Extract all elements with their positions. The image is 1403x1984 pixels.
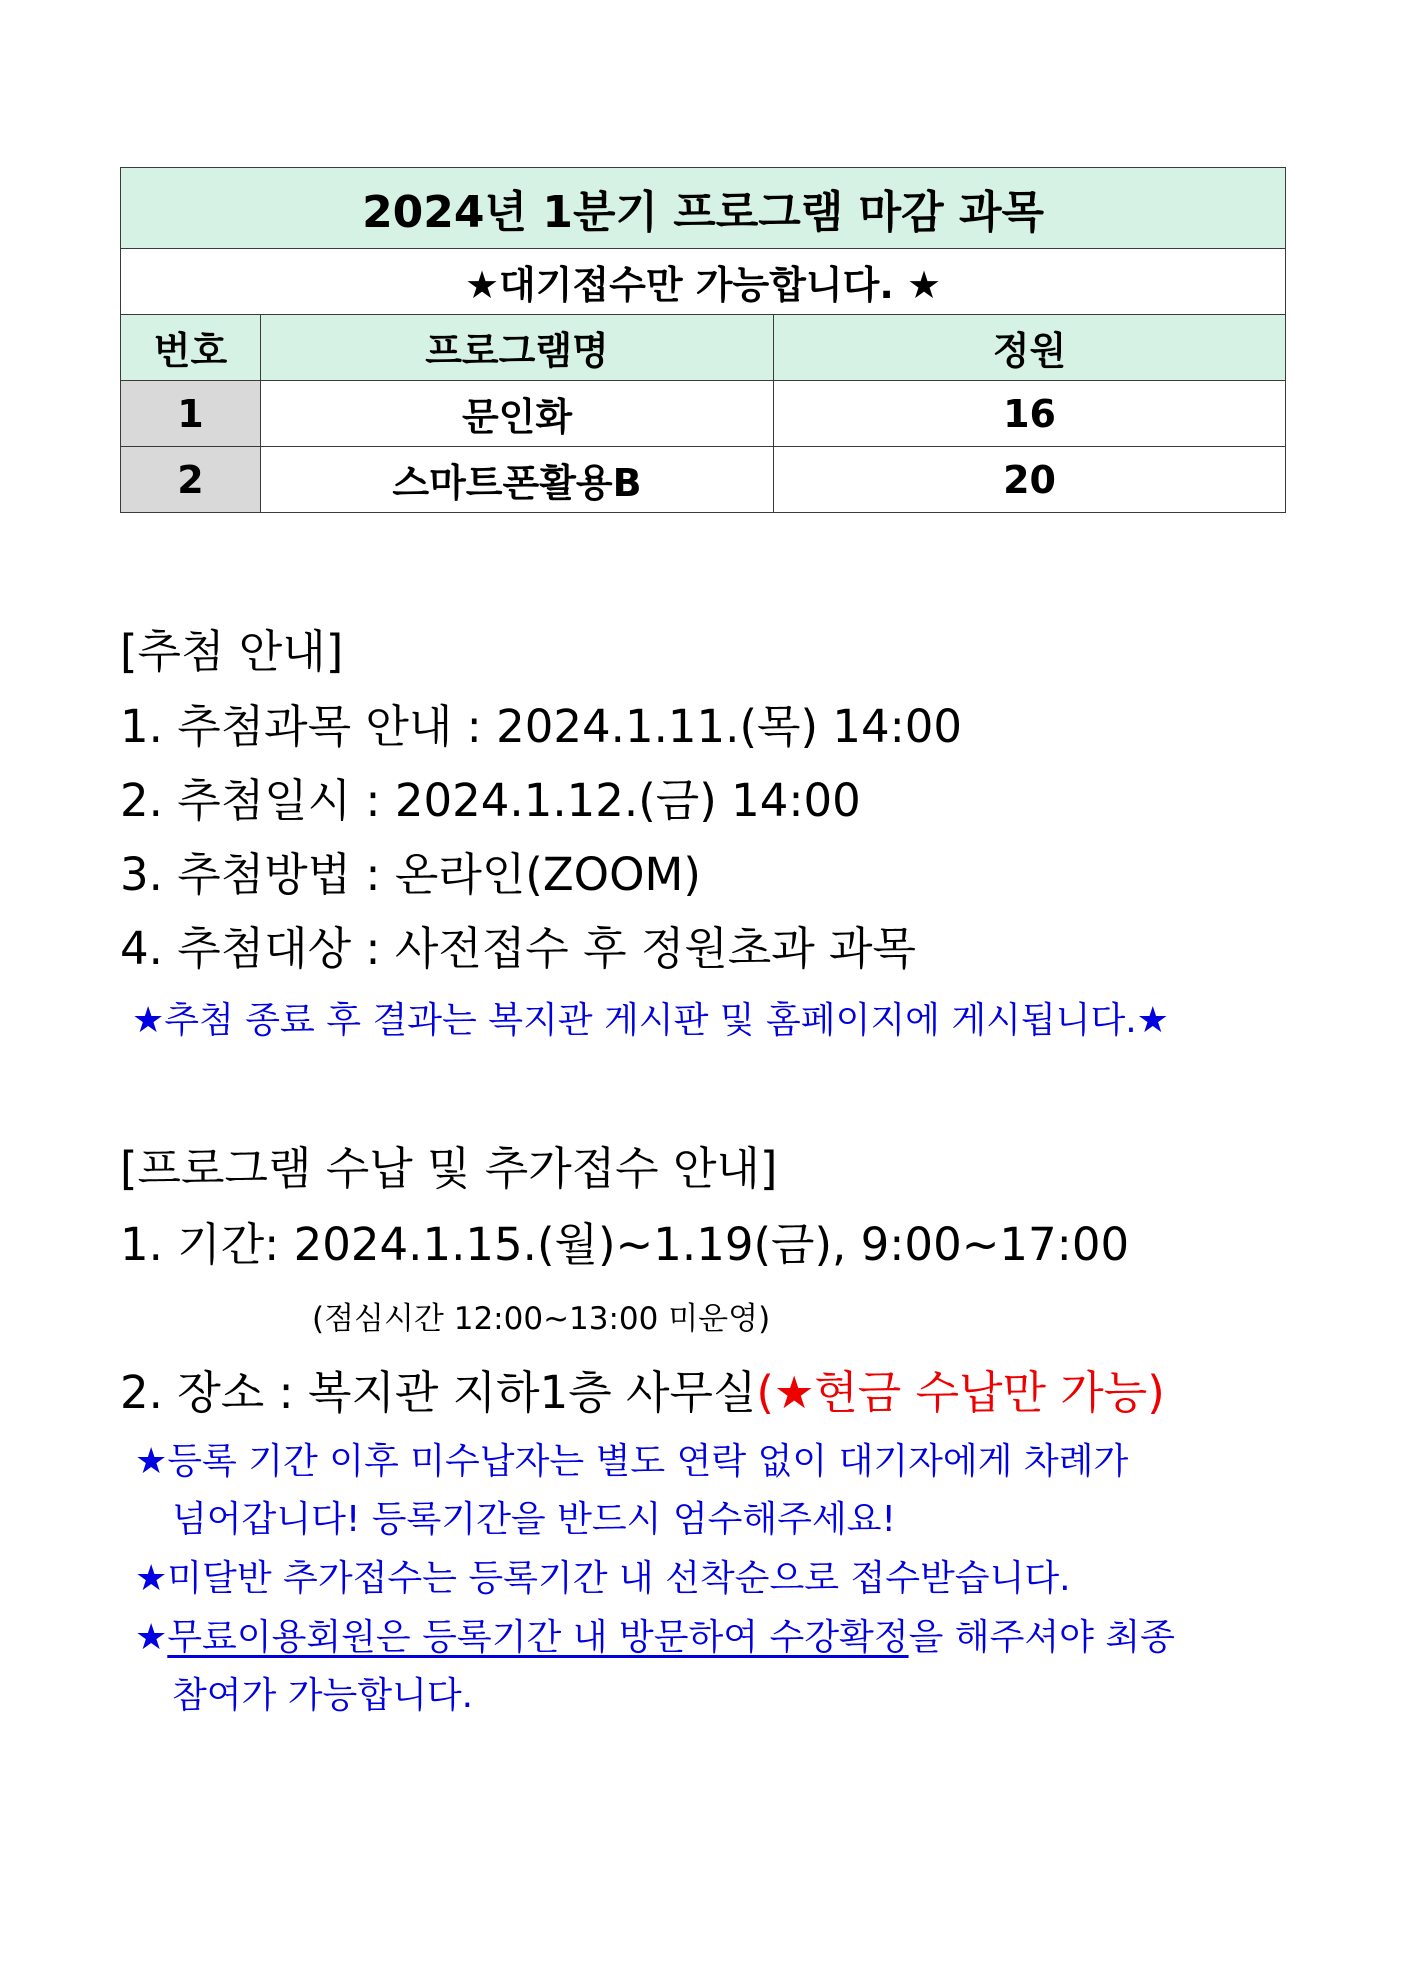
row-number: 2 — [121, 447, 261, 513]
row-program-name: 문인화 — [261, 381, 774, 447]
table-header-row — [121, 315, 1286, 381]
additional-registration-note: ★미달반 추가접수는 등록기간 내 선착순으로 접수받습니다. — [135, 1558, 1071, 1599]
header-capacity: 정원 — [774, 315, 1286, 381]
row-capacity: 16 — [774, 381, 1286, 447]
lottery-item-datetime: 2. 추첨일시 : 2024.1.12.(금) 14:00 — [120, 774, 861, 827]
free-member-note-line2: 참여가 가능합니다. — [172, 1675, 474, 1716]
waitlist-notice: ★대기접수만 가능합니다. ★ — [121, 249, 1286, 315]
payment-period: 1. 기간: 2024.1.15.(월)~1.19(금), 9:00~17:00 — [120, 1218, 1130, 1271]
free-member-underlined: 무료이용회원은 등록기간 내 방문하여 수강확정 — [167, 1617, 909, 1658]
table-row — [121, 447, 1286, 513]
lottery-result-note: ★추첨 종료 후 결과는 복지관 게시판 및 홈페이지에 게시됩니다.★ — [132, 1000, 1169, 1041]
late-payment-note-line1: ★등록 기간 이후 미수납자는 별도 연락 없이 대기자에게 차례가 — [135, 1441, 1129, 1482]
table-title: 2024년 1분기 프로그램 마감 과목 — [121, 168, 1286, 249]
lottery-item-target: 4. 추첨대상 : 사전접수 후 정원초과 과목 — [120, 922, 916, 975]
star-icon: ★ — [135, 1617, 168, 1658]
lottery-item-method: 3. 추첨방법 : 온라인(ZOOM) — [120, 848, 701, 901]
row-capacity: 20 — [774, 447, 1286, 513]
row-number: 1 — [121, 381, 261, 447]
free-member-rest: 을 해주셔야 최종 — [908, 1617, 1175, 1658]
payment-lunch-note: (점심시간 12:00~13:00 미운영) — [312, 1301, 771, 1337]
header-number: 번호 — [121, 315, 261, 381]
payment-place: 2. 장소 : 복지관 지하1층 사무실 — [120, 1366, 757, 1419]
cash-only-note: (★현금 수납만 가능) — [756, 1366, 1165, 1419]
closing-programs-table — [120, 167, 1286, 513]
lottery-heading: [추첨 안내] — [120, 625, 344, 678]
payment-heading: [프로그램 수납 및 추가접수 안내] — [120, 1142, 778, 1195]
late-payment-note-line2: 넘어갑니다! 등록기간을 반드시 엄수해주세요! — [172, 1499, 896, 1540]
payment-place-line — [120, 1356, 1165, 1421]
table-row — [121, 381, 1286, 447]
header-program-name: 프로그램명 — [261, 315, 774, 381]
free-member-note-line1 — [135, 1609, 1175, 1660]
row-program-name: 스마트폰활용B — [261, 447, 774, 513]
lottery-item-subjects: 1. 추첨과목 안내 : 2024.1.11.(목) 14:00 — [120, 700, 963, 753]
